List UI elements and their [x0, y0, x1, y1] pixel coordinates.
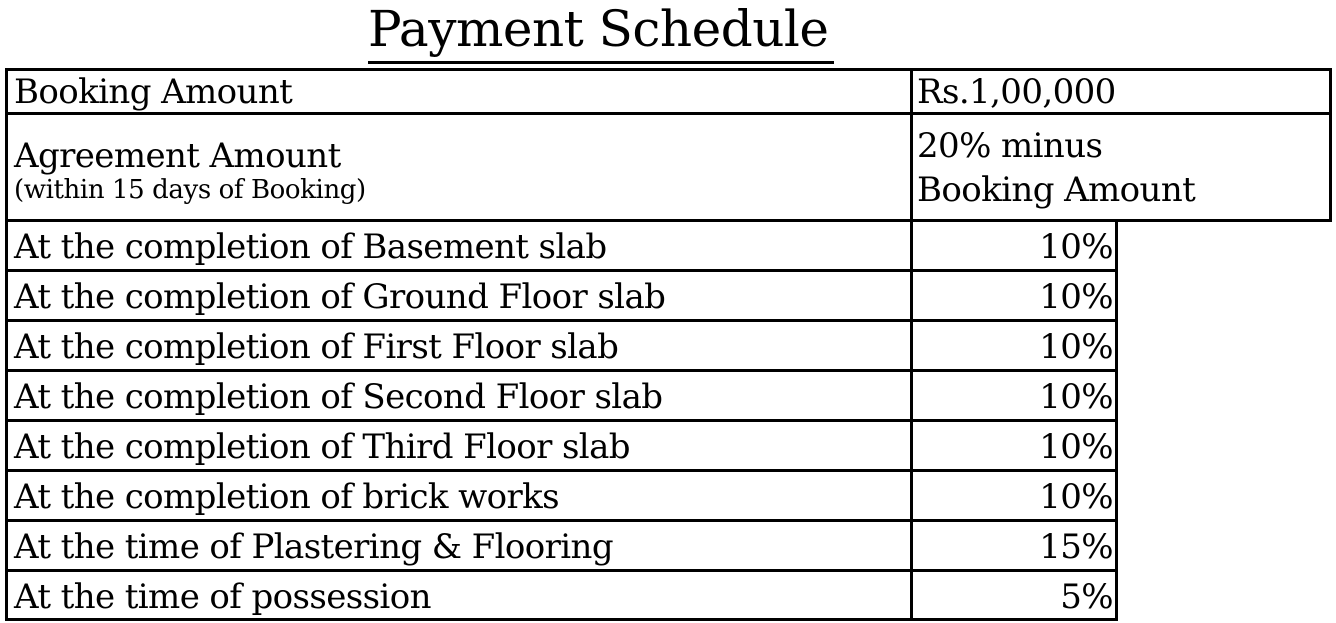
agreement-value-line1: 20% minus — [917, 126, 1103, 166]
agreement-value-line2: Booking Amount — [917, 170, 1196, 210]
stage-value: 10% — [1039, 377, 1113, 417]
stage-value-cell — [910, 569, 1118, 621]
stage-label-cell — [5, 569, 913, 621]
stage-value: 10% — [1039, 227, 1113, 267]
stage-label: At the time of Plastering & Flooring — [14, 527, 613, 567]
stage-value-cell — [910, 369, 1118, 422]
stage-label: At the time of possession — [14, 577, 431, 617]
stage-value-cell — [910, 469, 1118, 522]
stage-value: 15% — [1039, 527, 1113, 567]
booking-label-cell — [5, 68, 913, 115]
title-underline — [368, 61, 834, 64]
stage-value: 5% — [1060, 577, 1113, 617]
stage-label: At the completion of Third Floor slab — [14, 427, 630, 467]
stage-label: At the completion of Ground Floor slab — [14, 277, 666, 317]
stage-value: 10% — [1039, 427, 1113, 467]
stage-label: At the completion of Second Floor slab — [14, 377, 663, 417]
stage-label-cell — [5, 219, 913, 272]
agreement-sublabel: (within 15 days of Booking) — [14, 175, 366, 205]
booking-label: Booking Amount — [14, 72, 293, 112]
agreement-label-cell — [5, 112, 913, 222]
stage-label-cell — [5, 369, 913, 422]
booking-value: Rs.1,00,000 — [917, 72, 1116, 112]
booking-value-cell — [910, 68, 1332, 115]
stage-value: 10% — [1039, 277, 1113, 317]
stage-label-cell — [5, 419, 913, 472]
page-title: Payment Schedule — [368, 0, 829, 58]
stage-label-cell — [5, 319, 913, 372]
stage-label-cell — [5, 469, 913, 522]
stage-value: 10% — [1039, 327, 1113, 367]
stage-label-cell — [5, 519, 913, 572]
stage-value-cell — [910, 319, 1118, 372]
stage-value-cell — [910, 419, 1118, 472]
stage-value-cell — [910, 219, 1118, 272]
stage-value-cell — [910, 519, 1118, 572]
stage-value-cell — [910, 269, 1118, 322]
stage-label: At the completion of Basement slab — [14, 227, 607, 267]
stage-label: At the completion of brick works — [14, 477, 560, 517]
agreement-value-cell — [910, 112, 1332, 222]
stage-value: 10% — [1039, 477, 1113, 517]
stage-label-cell — [5, 269, 913, 322]
agreement-label: Agreement Amount — [14, 136, 341, 176]
stage-label: At the completion of First Floor slab — [14, 327, 619, 367]
